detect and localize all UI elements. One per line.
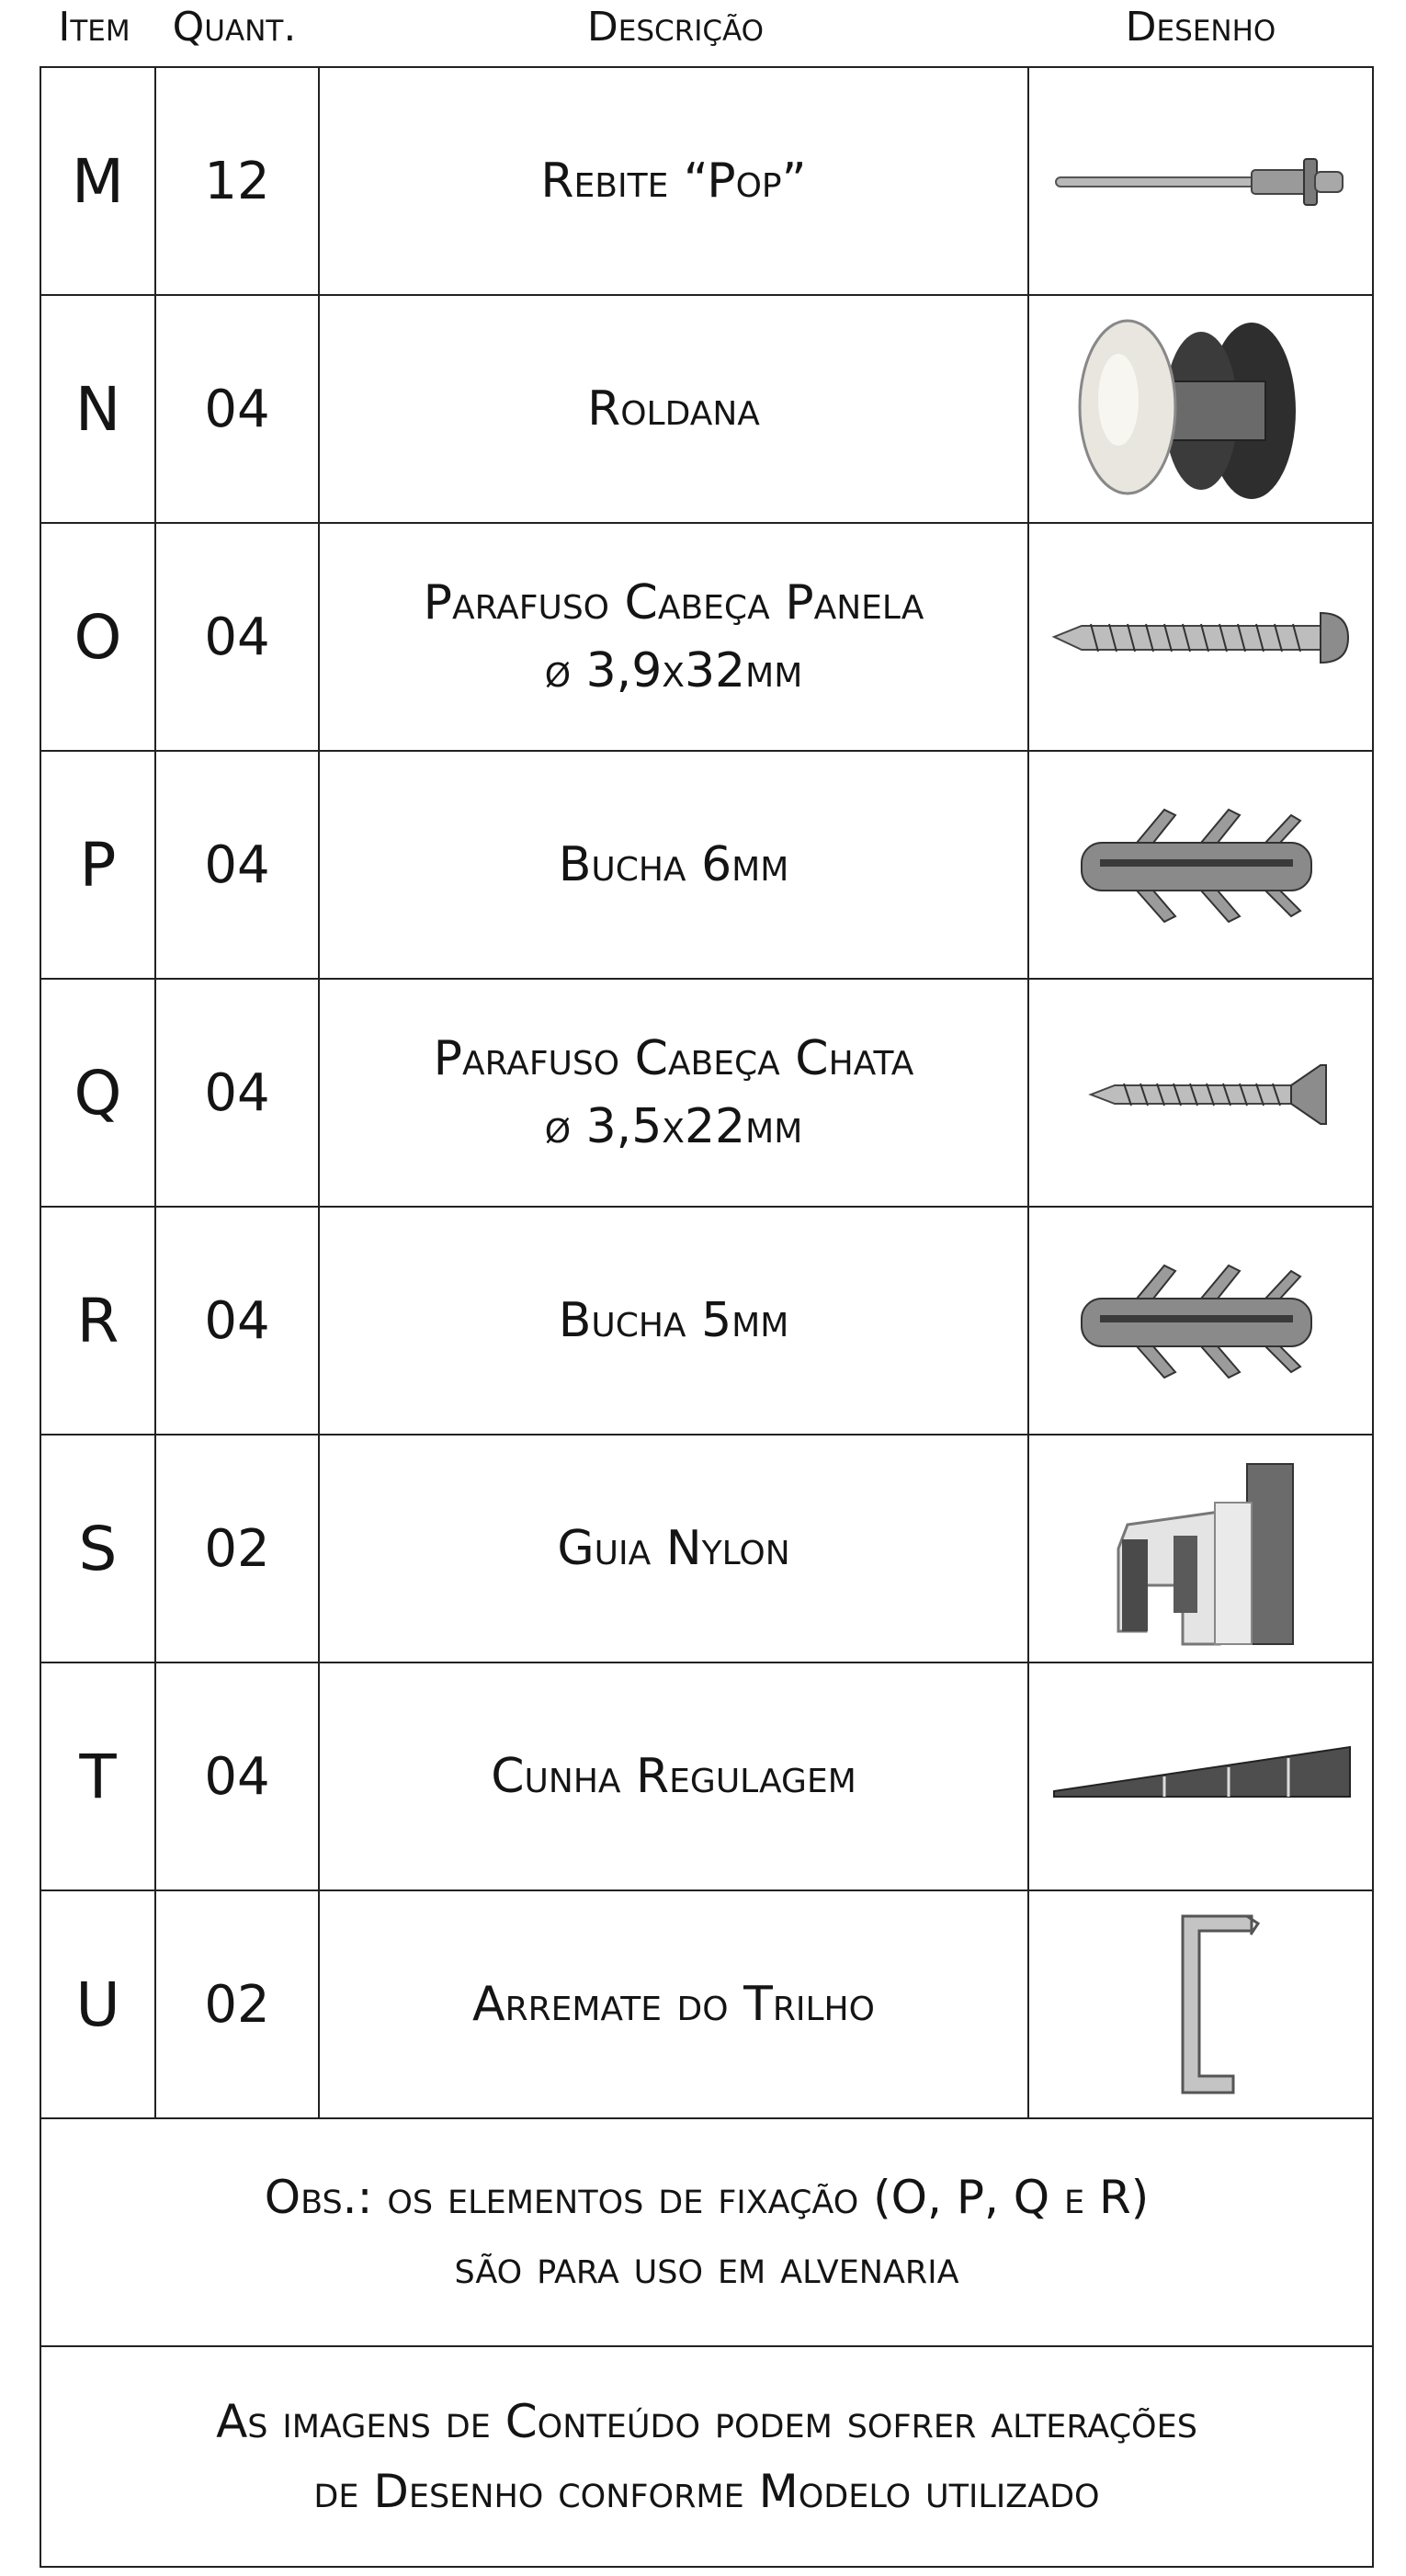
note-line: de Desenho conforme Modelo utilizado: [313, 2465, 1100, 2518]
disclaimer-note: [41, 2347, 1372, 2566]
description-line: Bucha 6mm: [558, 837, 789, 892]
item-drawing: [1029, 1663, 1372, 1889]
item-description: [320, 1663, 1029, 1889]
item-quantity: 04: [156, 752, 320, 978]
item-code: P: [41, 752, 156, 978]
item-description: [320, 524, 1029, 750]
item-description: [320, 1436, 1029, 1662]
item-code: Q: [41, 980, 156, 1206]
item-quantity: 04: [156, 980, 320, 1206]
item-quantity: 12: [156, 68, 320, 294]
item-drawing: [1029, 524, 1372, 750]
description-line: ø 3,9x32mm: [544, 643, 803, 698]
table-row: [41, 980, 1372, 1208]
item-code: M: [41, 68, 156, 294]
item-drawing: [1029, 296, 1372, 522]
table-row: [41, 1891, 1372, 2119]
description-line: Parafuso Cabeça Panela: [423, 575, 924, 630]
note-line: são para uso em alvenaria: [454, 2241, 959, 2294]
observation-note: [41, 2119, 1372, 2347]
item-code: N: [41, 296, 156, 522]
nylon-guide-icon: [1045, 1447, 1357, 1650]
item-code: S: [41, 1436, 156, 1662]
item-drawing: [1029, 752, 1372, 978]
description-line: Arremate do Trilho: [472, 1977, 875, 2032]
header-item: Item: [58, 4, 130, 51]
pan-head-screw-icon: [1045, 536, 1357, 738]
description-line: Guia Nylon: [557, 1521, 790, 1576]
header-quant: Quant.: [172, 4, 297, 51]
item-quantity: 04: [156, 296, 320, 522]
header-descricao: Descrição: [586, 4, 765, 51]
item-drawing: [1029, 1208, 1372, 1434]
table-row: [41, 752, 1372, 980]
rail-trim-icon: [1045, 1903, 1357, 2105]
item-code: U: [41, 1891, 156, 2117]
header-desenho: Desenho: [1125, 4, 1276, 51]
item-drawing: [1029, 980, 1372, 1206]
table-header: [0, 0, 1406, 66]
item-drawing: [1029, 68, 1372, 294]
rivet-icon: [1045, 80, 1357, 282]
description-line: Parafuso Cabeça Chata: [433, 1031, 914, 1086]
item-description: [320, 980, 1029, 1206]
item-description: [320, 1208, 1029, 1434]
table-row: [41, 68, 1372, 296]
table-row: [41, 296, 1372, 524]
wall-plug-icon: [1045, 764, 1357, 966]
item-code: O: [41, 524, 156, 750]
item-drawing: [1029, 1436, 1372, 1662]
table-row: [41, 1208, 1372, 1436]
description-line: Roldana: [587, 381, 760, 437]
leveling-wedge-icon: [1045, 1675, 1357, 1878]
item-description: [320, 296, 1029, 522]
item-code: T: [41, 1663, 156, 1889]
item-code: R: [41, 1208, 156, 1434]
item-quantity: 04: [156, 1208, 320, 1434]
item-quantity: 02: [156, 1436, 320, 1662]
flat-head-screw-icon: [1045, 992, 1357, 1194]
item-description: [320, 1891, 1029, 2117]
item-description: [320, 752, 1029, 978]
item-quantity: 04: [156, 1663, 320, 1889]
table-row: [41, 524, 1372, 752]
note-line: As imagens de Conteúdo podem sofrer alterações: [216, 2395, 1197, 2448]
item-quantity: 04: [156, 524, 320, 750]
item-quantity: 02: [156, 1891, 320, 2117]
wall-plug-icon: [1045, 1220, 1357, 1422]
description-line: Rebite “Pop”: [540, 153, 807, 209]
description-line: ø 3,5x22mm: [544, 1099, 803, 1154]
parts-table: [40, 66, 1374, 2568]
table-row: [41, 1663, 1372, 1891]
item-description: [320, 68, 1029, 294]
item-drawing: [1029, 1891, 1372, 2117]
description-line: Cunha Regulagem: [491, 1749, 856, 1804]
description-line: Bucha 5mm: [558, 1293, 789, 1348]
pulley-wheel-icon: [1045, 308, 1357, 510]
note-line: Obs.: os elementos de fixação (O, P, Q e R): [264, 2171, 1150, 2224]
table-row: [41, 1436, 1372, 1663]
